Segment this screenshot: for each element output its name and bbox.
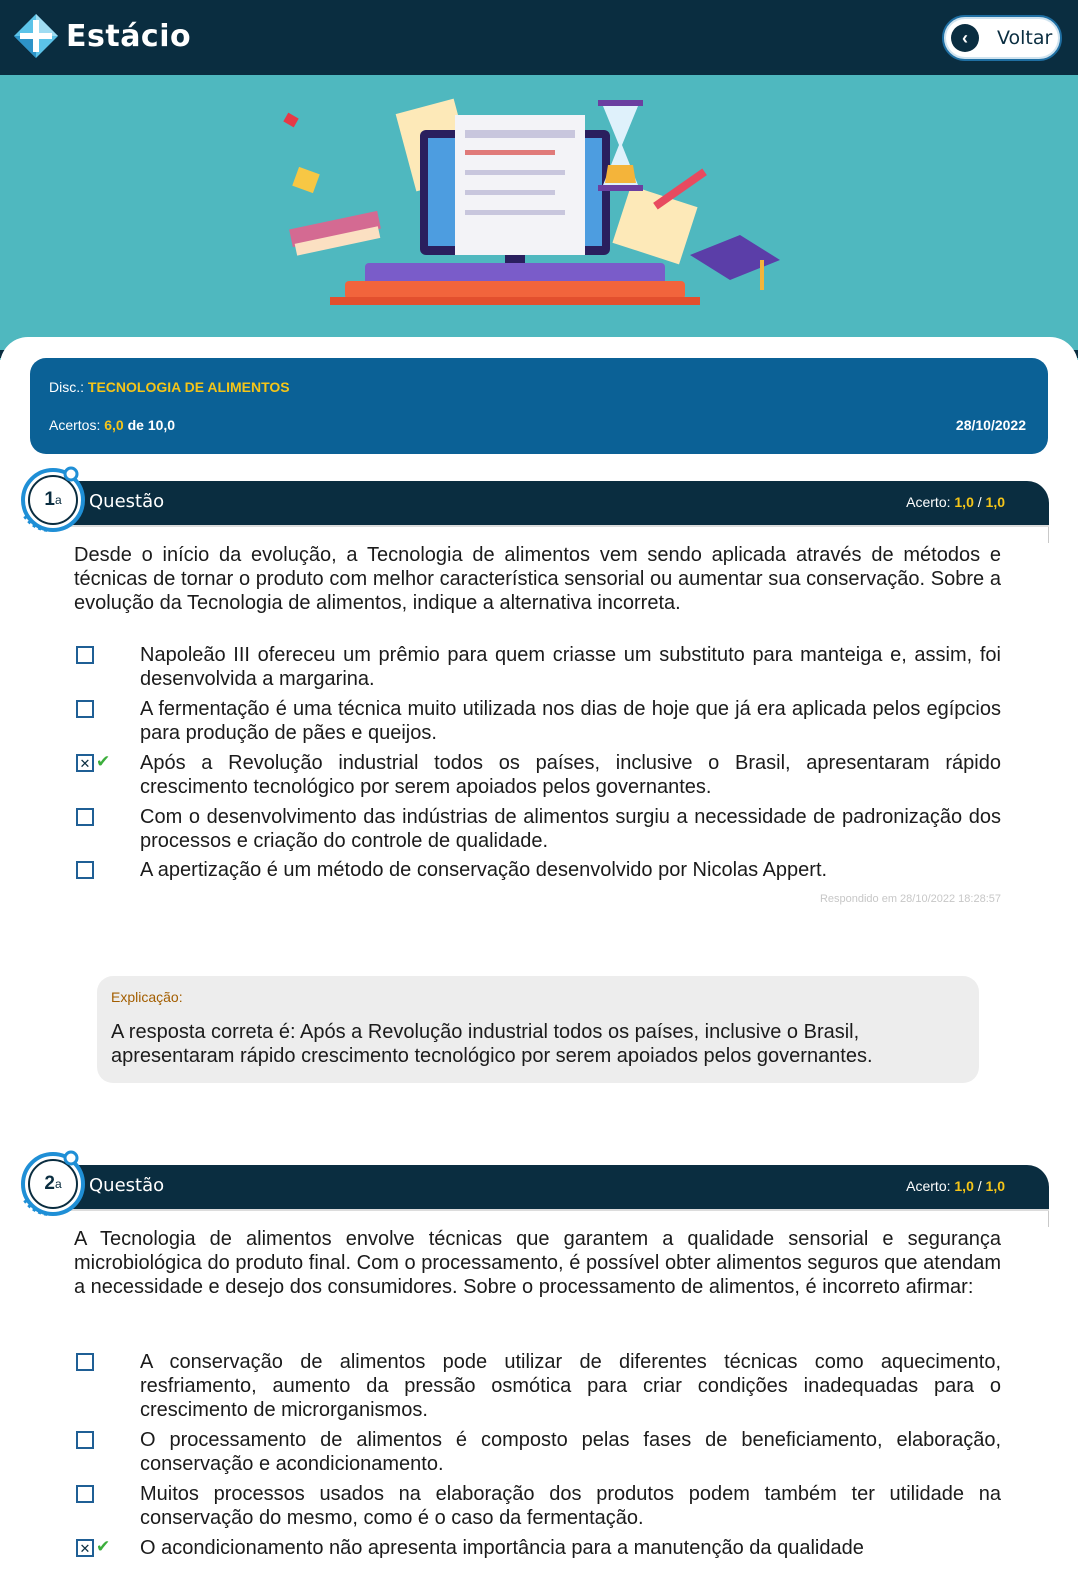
- estacio-logo-icon: [12, 12, 60, 60]
- question-score-max: 1,0: [985, 494, 1005, 510]
- discipline-name: TECNOLOGIA DE ALIMENTOS: [87, 379, 290, 395]
- question-header: [70, 1165, 1049, 1211]
- top-bar: [0, 0, 1078, 75]
- question-score-value: 1,0: [954, 494, 974, 510]
- score-value: 6,0: [104, 417, 124, 433]
- question-header-underline: [70, 525, 1049, 527]
- checkbox[interactable]: [76, 861, 94, 879]
- checkbox[interactable]: [76, 1353, 94, 1371]
- discipline-card: [30, 358, 1048, 454]
- question-text: Desde o início da evolução, a Tecnologia de alimentos vem sendo aplicada através de métodos e técnicas de tornar o produto com melhor característica sensorial ou aumentar sua conservação. Sobre a evolução da Tecnologia de alimentos, indique a alternativa incorreta.: [74, 544, 1001, 614]
- question-number-badge: [19, 1150, 87, 1218]
- question-score-max: 1,0: [985, 1178, 1005, 1194]
- checkbox[interactable]: [76, 700, 94, 718]
- question-title: Questão: [89, 1175, 165, 1196]
- answered-timestamp: Respondido em 28/10/2022 18:28:57: [819, 893, 1001, 905]
- question-number-digit: 1: [44, 489, 55, 510]
- question-score-value: 1,0: [954, 1178, 974, 1194]
- computer-illustration-icon: [270, 95, 800, 315]
- explanation-text: A resposta correta é: Após a Revolução industrial todos os países, inclusive o Brasil, apresentaram rápido crescimento tecnológico por serem apoiados pelos governantes.: [111, 1021, 873, 1067]
- question-score-label: Acerto:: [906, 494, 951, 510]
- explanation-box: [97, 976, 979, 1083]
- back-button[interactable]: [942, 15, 1062, 61]
- question-score-label: Acerto:: [906, 1178, 951, 1194]
- score-label: Acertos:: [49, 417, 101, 433]
- answer-option-text: Napoleão III ofereceu um prêmio para quem criasse um substituto para manteiga e, assim, foi desenvolvida a margarina.: [140, 644, 1001, 690]
- discipline-line: [49, 379, 290, 395]
- question-title: Questão: [89, 491, 165, 512]
- checkbox[interactable]: [76, 1431, 94, 1449]
- question-number-ordinal: a: [54, 493, 62, 507]
- question-text: A Tecnologia de alimentos envolve técnicas que garantem a qualidade sensorial e segurança microbiológica do produto final. Com o processamento, é possível obter alimentos seguros que atendam a necessidade e desejo dos consumidores. Sobre o processamento de alimentos, é incorreto afirmar:: [74, 1228, 1001, 1298]
- brand-name: Estácio: [66, 18, 192, 54]
- hero-banner: [0, 75, 1078, 360]
- brand-logo[interactable]: [12, 12, 191, 60]
- answer-option-text: A apertização é um método de conservação desenvolvido por Nicolas Appert.: [140, 859, 828, 881]
- answer-option-text: Muitos processos usados na elaboração dos produtos podem também ter utilidade na conservação do mesmo, como é o caso da fermentação.: [140, 1483, 1001, 1529]
- question-number: [19, 1150, 87, 1218]
- answer-option-text: O processamento de alimentos é composto pelas fases de beneficiamento, elaboração, conservação e acondicionamento.: [140, 1429, 1001, 1475]
- question-score: [906, 494, 1005, 510]
- checkbox[interactable]: [76, 808, 94, 826]
- question-score-separator: /: [977, 1178, 982, 1194]
- chevron-left-icon: ‹: [951, 24, 979, 52]
- answer-option-text: Após a Revolução industrial todos os países, inclusive o Brasil, apresentaram rápido crescimento tecnológico por serem apoiados pelos governantes.: [140, 752, 1001, 798]
- question-number: [19, 466, 87, 534]
- answer-option-text: Com o desenvolvimento das indústrias de alimentos surgiu a necessidade de padronização dos processos e criação do controle de qualidade.: [140, 806, 1001, 852]
- correct-check-icon: ✔: [96, 752, 111, 771]
- checkbox-checked[interactable]: ✕: [76, 754, 94, 772]
- question-header: [70, 481, 1049, 527]
- question-number-digit: 2: [44, 1173, 55, 1194]
- question-number-ordinal: a: [54, 1177, 62, 1191]
- answer-option-text: A fermentação é uma técnica muito utilizada nos dias de hoje que já era aplicada pelos egípcios para produção de pães e queijos.: [140, 698, 1001, 744]
- answer-option-text: O acondicionamento não apresenta importância para a manutenção da qualidade: [140, 1537, 864, 1559]
- back-button-label: Voltar: [997, 27, 1053, 49]
- discipline-label: Disc.:: [49, 379, 84, 395]
- score-line: [49, 417, 175, 433]
- checkbox-checked[interactable]: ✕: [76, 1539, 94, 1557]
- score-total: de 10,0: [127, 417, 176, 433]
- correct-check-icon: ✔: [96, 1537, 111, 1556]
- checkbox[interactable]: [76, 1485, 94, 1503]
- exam-date: 28/10/2022: [955, 417, 1026, 433]
- explanation-label: Explicação:: [111, 989, 183, 1005]
- question-score: [906, 1178, 1005, 1194]
- checkbox[interactable]: [76, 646, 94, 664]
- question-header-underline: [70, 1209, 1049, 1211]
- question-score-separator: /: [977, 494, 982, 510]
- answer-option-text: A conservação de alimentos pode utilizar de diferentes técnicas como aquecimento, resfriamento, aumento da pressão osmótica para criar condições inadequadas para o crescimento de microrganismos.: [140, 1351, 1001, 1421]
- question-number-badge: [19, 466, 87, 534]
